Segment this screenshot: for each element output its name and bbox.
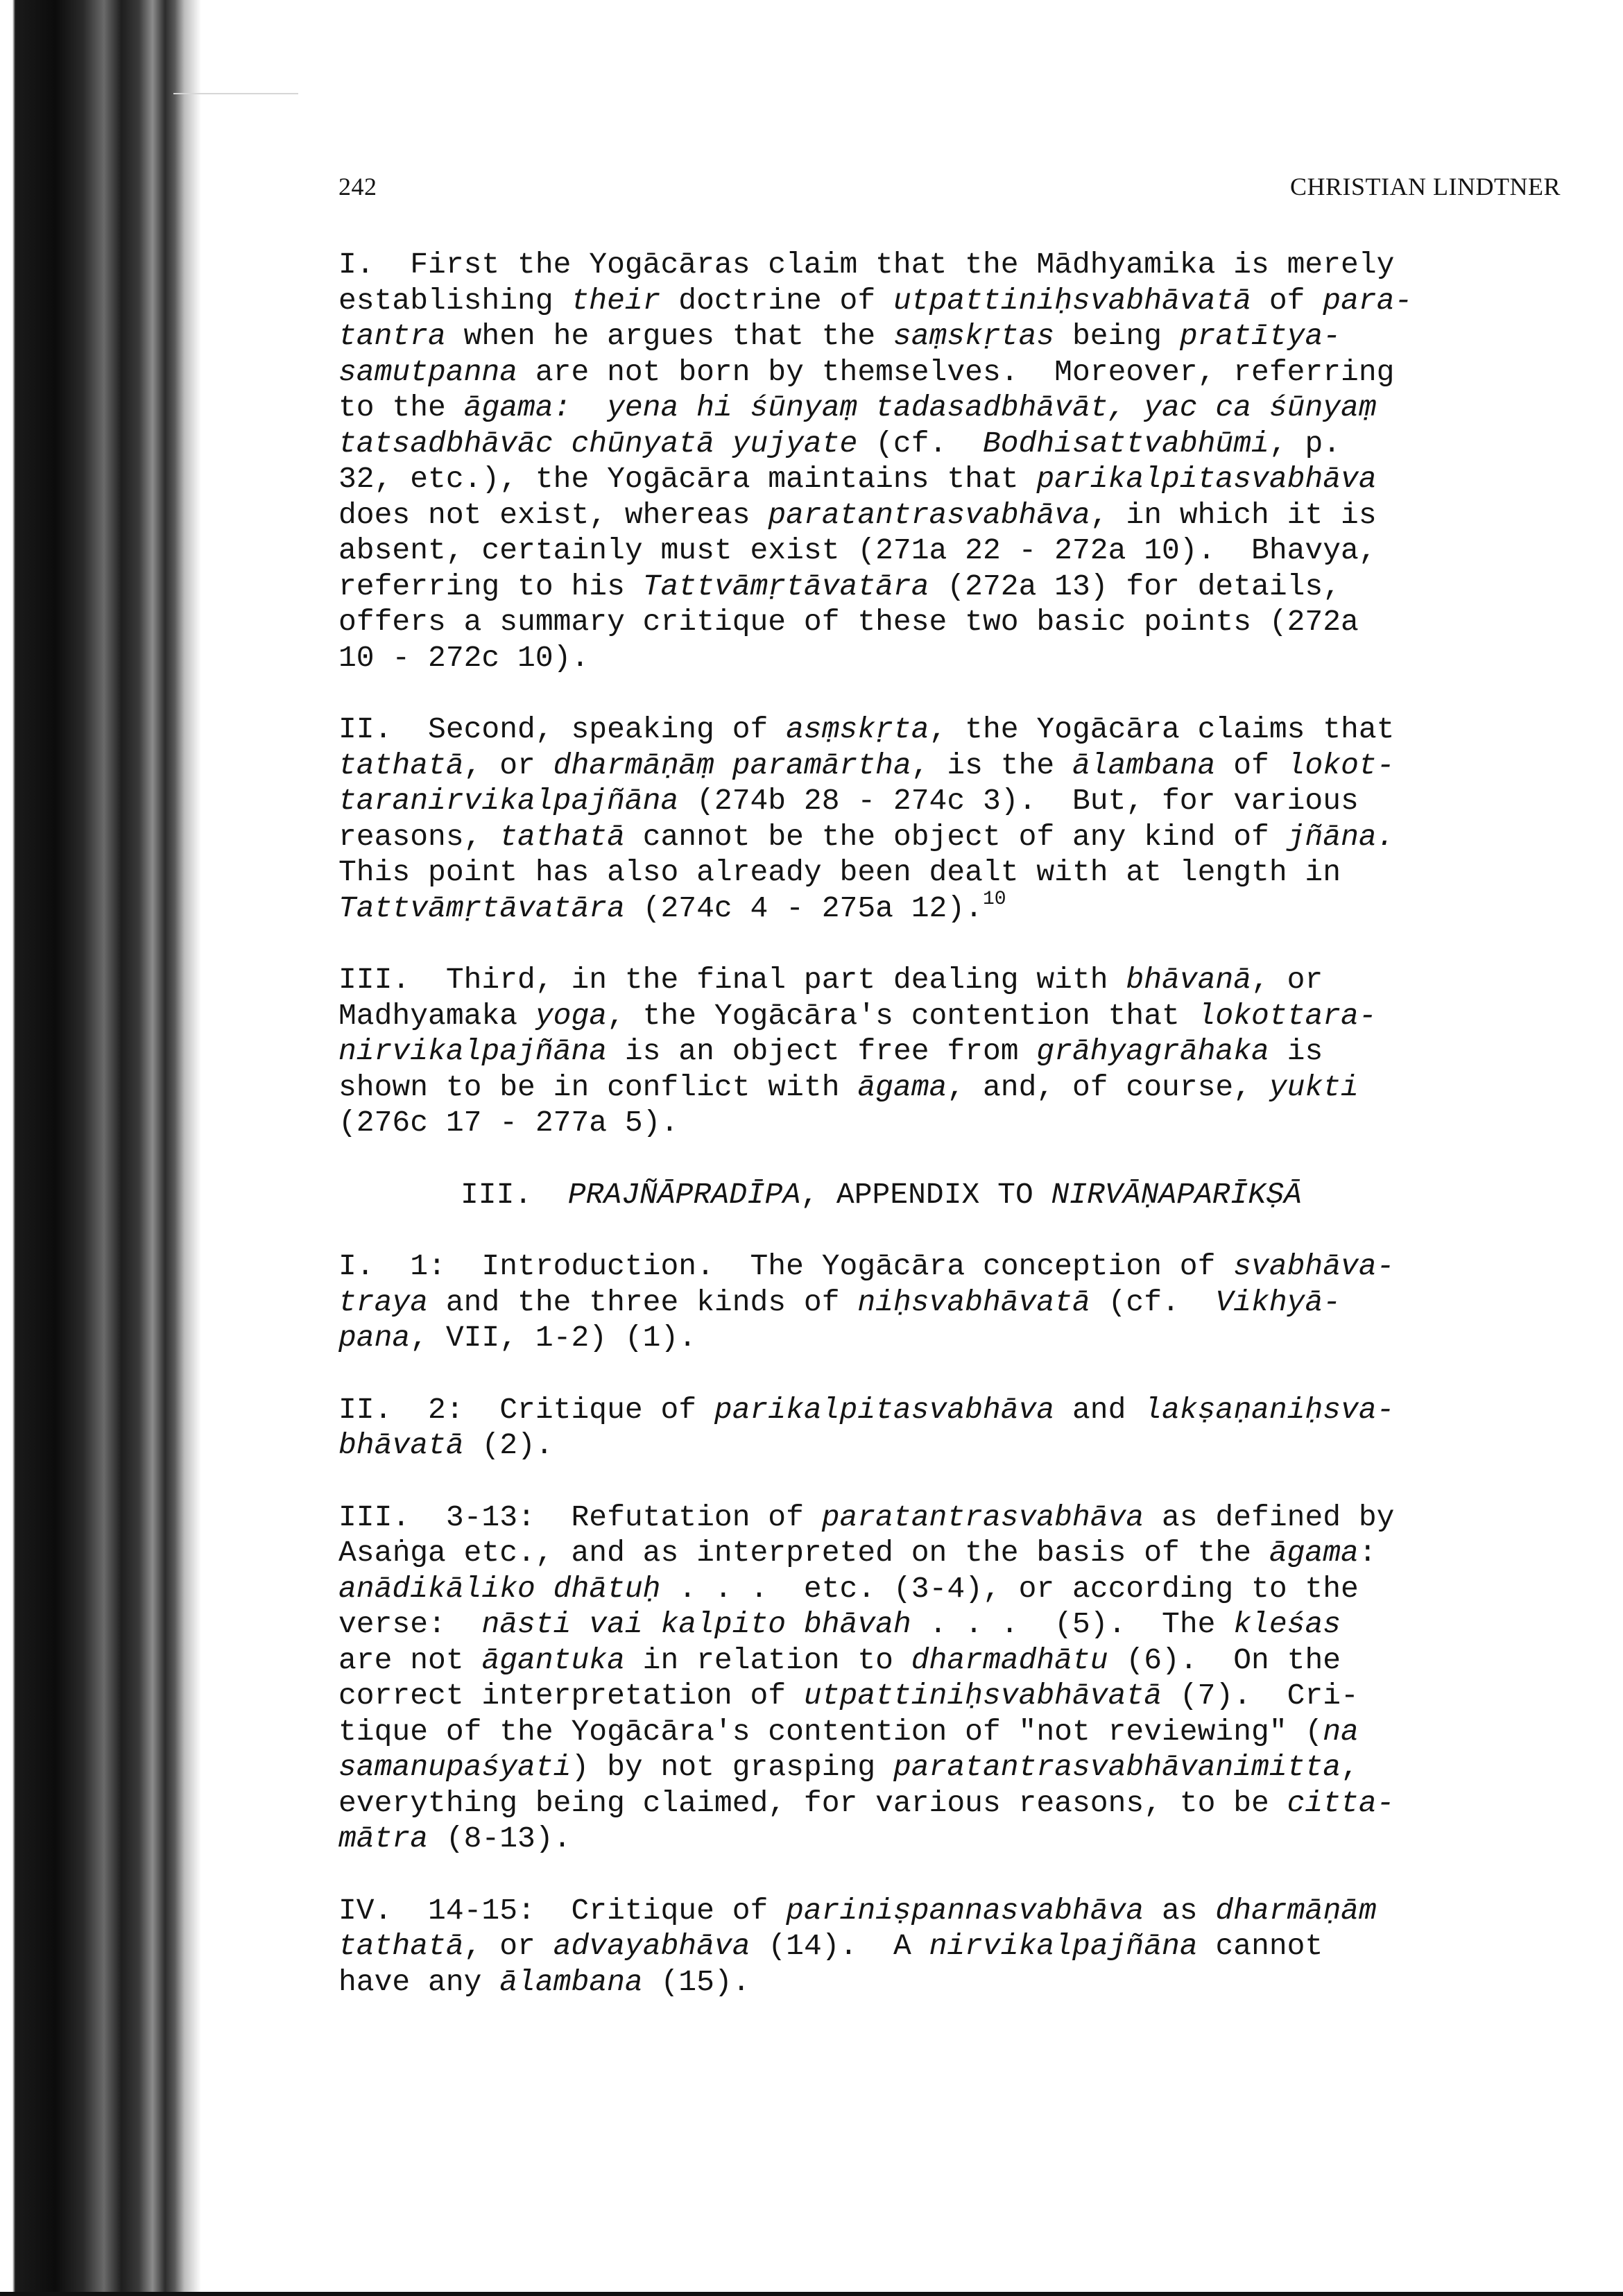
running-head [338, 172, 1561, 207]
text-run: are not born by themselves. Moreover, referring to the [338, 354, 1395, 425]
italic-term: asṃskṛta [786, 712, 929, 746]
italic-term: lakṣaṇaniḥsva- bhāvatā [338, 1392, 1395, 1462]
italic-term: lokottara- nirvikalpajñāna [338, 998, 1377, 1068]
text-run: (14). A [750, 1929, 929, 1963]
italic-term: nāsti vai kalpito bhāvah [481, 1607, 911, 1641]
text-run: , is the [911, 748, 1073, 782]
text-run: when he argues that the [445, 319, 893, 353]
italic-term: tathatā [499, 819, 625, 854]
text-run: is an object free from [607, 1034, 1037, 1068]
text-run: : [1358, 1536, 1377, 1570]
text-run: of [1251, 283, 1323, 318]
text-run: , or [463, 748, 553, 782]
text-run: II. Second, speaking of [338, 712, 787, 746]
text-run: . . . etc. (3-4), or according to the verse: [338, 1571, 1359, 1641]
text-run: This point has also already been dealt with at length in [338, 855, 1341, 889]
para-third-point [338, 962, 1504, 1141]
para-outline-one [338, 1249, 1504, 1356]
italic-term: dharmadhātu [911, 1643, 1108, 1677]
para-first-point [338, 247, 1504, 676]
italic-term: citta- mātra [338, 1785, 1395, 1856]
para-outline-three [338, 1500, 1504, 1857]
italic-term: yukti [1269, 1070, 1359, 1104]
italic-term: advayabhāva [553, 1929, 750, 1963]
italic-term: NIRVĀṆAPARĪKṢĀ [1051, 1177, 1302, 1212]
italic-term: para- tantra [338, 283, 1413, 353]
italic-term: āgama [1269, 1536, 1359, 1570]
text-run: (8-13). [428, 1822, 572, 1856]
italic-term: yoga [535, 998, 608, 1033]
text-run: as defined by Asaṅga etc., and as interpreted on the basis of the [338, 1500, 1395, 1570]
italic-term: parikalpitasvabhāva [1036, 462, 1377, 496]
text-run: , VII, 1-2) (1). [410, 1321, 697, 1355]
text-run: III. 3-13: Refutation of [338, 1500, 822, 1534]
text-run: in relation to [624, 1643, 911, 1677]
italic-term: āgama: yena hi śūnyaṃ tadasadbhāvāt, yac ca śūnyaṃ tatsadbhāvāc chūnyatā yujyate [338, 391, 1377, 461]
text-run: being [1054, 319, 1180, 353]
text-run: IV. 14-15: Critique of [338, 1893, 787, 1928]
text-run: (6). On the correct interpretation of [338, 1643, 1341, 1713]
text-run: , the Yogācāra's contention that [607, 998, 1198, 1033]
scan-mark [173, 93, 298, 94]
italic-term: ālambana [1072, 748, 1216, 782]
italic-term: svabhāva- traya [338, 1249, 1395, 1319]
text-run: (274c 4 - 275a 12). [624, 891, 983, 925]
italic-term: tathatā [338, 748, 464, 782]
text-run: (7). Cri- tique of the Yogācāra's contention of "not reviewing" ( [338, 1679, 1359, 1749]
text-run: is shown to be in conflict with [338, 1034, 1323, 1104]
page-number: 242 [338, 173, 377, 200]
text-run: and the three kinds of [428, 1285, 858, 1319]
text-run: I. First the Yogācāras claim that the Mādhyamika is merely establishing [338, 248, 1395, 318]
italic-term: PRAJÑĀPRADĪPA [567, 1177, 801, 1212]
italic-term: jñāna. [1287, 819, 1395, 854]
italic-term: pratītya- samutpanna [338, 319, 1341, 389]
italic-term: āgantuka [481, 1643, 625, 1677]
italic-term: āgama [857, 1070, 947, 1104]
italic-term: paratantrasvabhāva [768, 497, 1090, 532]
running-head-author: CHRISTIAN LINDTNER [1290, 173, 1561, 200]
italic-term: lokot- taranirvikalpajñāna [338, 748, 1395, 818]
text-run: . . . (5). The [911, 1607, 1234, 1641]
italic-term: Tattvāmṛtāvatāra [642, 569, 929, 603]
text-run: I. 1: Introduction. The Yogācāra conception of [338, 1249, 1234, 1283]
italic-term: bhāvanā [1126, 963, 1252, 997]
text-run: as [1144, 1893, 1216, 1928]
italic-term: dharmāṇām tathatā [338, 1893, 1377, 1963]
italic-term: their [571, 283, 661, 318]
italic-term: kleśas [1233, 1607, 1341, 1641]
italic-term: ālambana [499, 1964, 643, 1999]
italic-term: dharmāṇāṃ paramārtha [553, 748, 911, 782]
text-run: are not [338, 1643, 464, 1677]
text-run: II. 2: Critique of [338, 1392, 714, 1427]
text-run: (276c 17 - 277a 5). [338, 1106, 679, 1140]
page-body [338, 247, 1504, 2036]
text-run: III. Third, in the final part dealing with [338, 963, 1126, 997]
text-run: , or [463, 1929, 553, 1963]
italic-term: nirvikalpajñāna [929, 1929, 1198, 1963]
para-second-point [338, 712, 1504, 926]
text-run: doctrine of [660, 283, 893, 318]
text-run: (272a 13) for details, offers a summary critique of these two basic points (272a 10 - 272c 10). [338, 569, 1359, 675]
italic-term: saṃskṛtas [893, 319, 1055, 353]
text-run: (274b 28 - 274c 3). But, for various reasons, [338, 784, 1359, 854]
text-run: does not exist, whereas [338, 497, 750, 532]
footnote-ref: 10 [982, 888, 1006, 910]
italic-term: Bodhisattvabhūmi [982, 426, 1269, 461]
text-run: (cf. [1090, 1285, 1216, 1319]
text-run: , in which it is absent, certainly must exist (271a 22 - 272a 10). Bhavya, referring to his [338, 497, 1377, 603]
text-run: , and, of course, [947, 1070, 1269, 1104]
para-outline-four [338, 1893, 1504, 2001]
italic-term: na samanupaśyati [338, 1714, 1359, 1784]
italic-term: Tattvāmṛtāvatāra [338, 891, 625, 925]
text-run: (15). [642, 1964, 750, 1999]
text-run: , p. 32, etc.), the Yogācāra maintains that [338, 426, 1341, 496]
italic-term: grāhyagrāhaka [1036, 1034, 1269, 1068]
text-run: (2). [463, 1428, 553, 1462]
text-run: , the Yogācāra claims that [929, 712, 1395, 746]
text-run: and [1054, 1392, 1144, 1427]
italic-term: utpattiniḥsvabhāvatā [893, 283, 1252, 318]
section-heading [338, 1177, 1504, 1213]
italic-term: utpattiniḥsvabhāvatā [803, 1679, 1162, 1713]
italic-term: anādikāliko dhātuḥ [338, 1571, 661, 1606]
text-run: cannot be the object of any kind of [624, 819, 1287, 854]
para-outline-two [338, 1392, 1504, 1464]
scan-bottom-edge [0, 2292, 1623, 2296]
text-run: of [1215, 748, 1287, 782]
italic-term: paratantrasvabhāvanimitta [893, 1750, 1341, 1784]
scan-binding-shadow [0, 0, 201, 2296]
italic-term: niḥsvabhāvatā [857, 1285, 1090, 1319]
text-run: III. [461, 1177, 568, 1212]
italic-term: pariniṣpannasvabhāva [786, 1893, 1144, 1928]
italic-term: parikalpitasvabhāva [714, 1392, 1055, 1427]
italic-term: Vikhyā- pana [338, 1285, 1341, 1355]
text-run: , APPENDIX TO [800, 1177, 1051, 1212]
text-run: , everything being claimed, for various reasons, to be [338, 1750, 1359, 1820]
text-run: , or Madhyamaka [338, 963, 1323, 1033]
italic-term: paratantrasvabhāva [821, 1500, 1144, 1534]
text-run: ) by not grasping [571, 1750, 893, 1784]
text-run: (cf. [857, 426, 983, 461]
text-run: cannot have any [338, 1929, 1323, 1999]
